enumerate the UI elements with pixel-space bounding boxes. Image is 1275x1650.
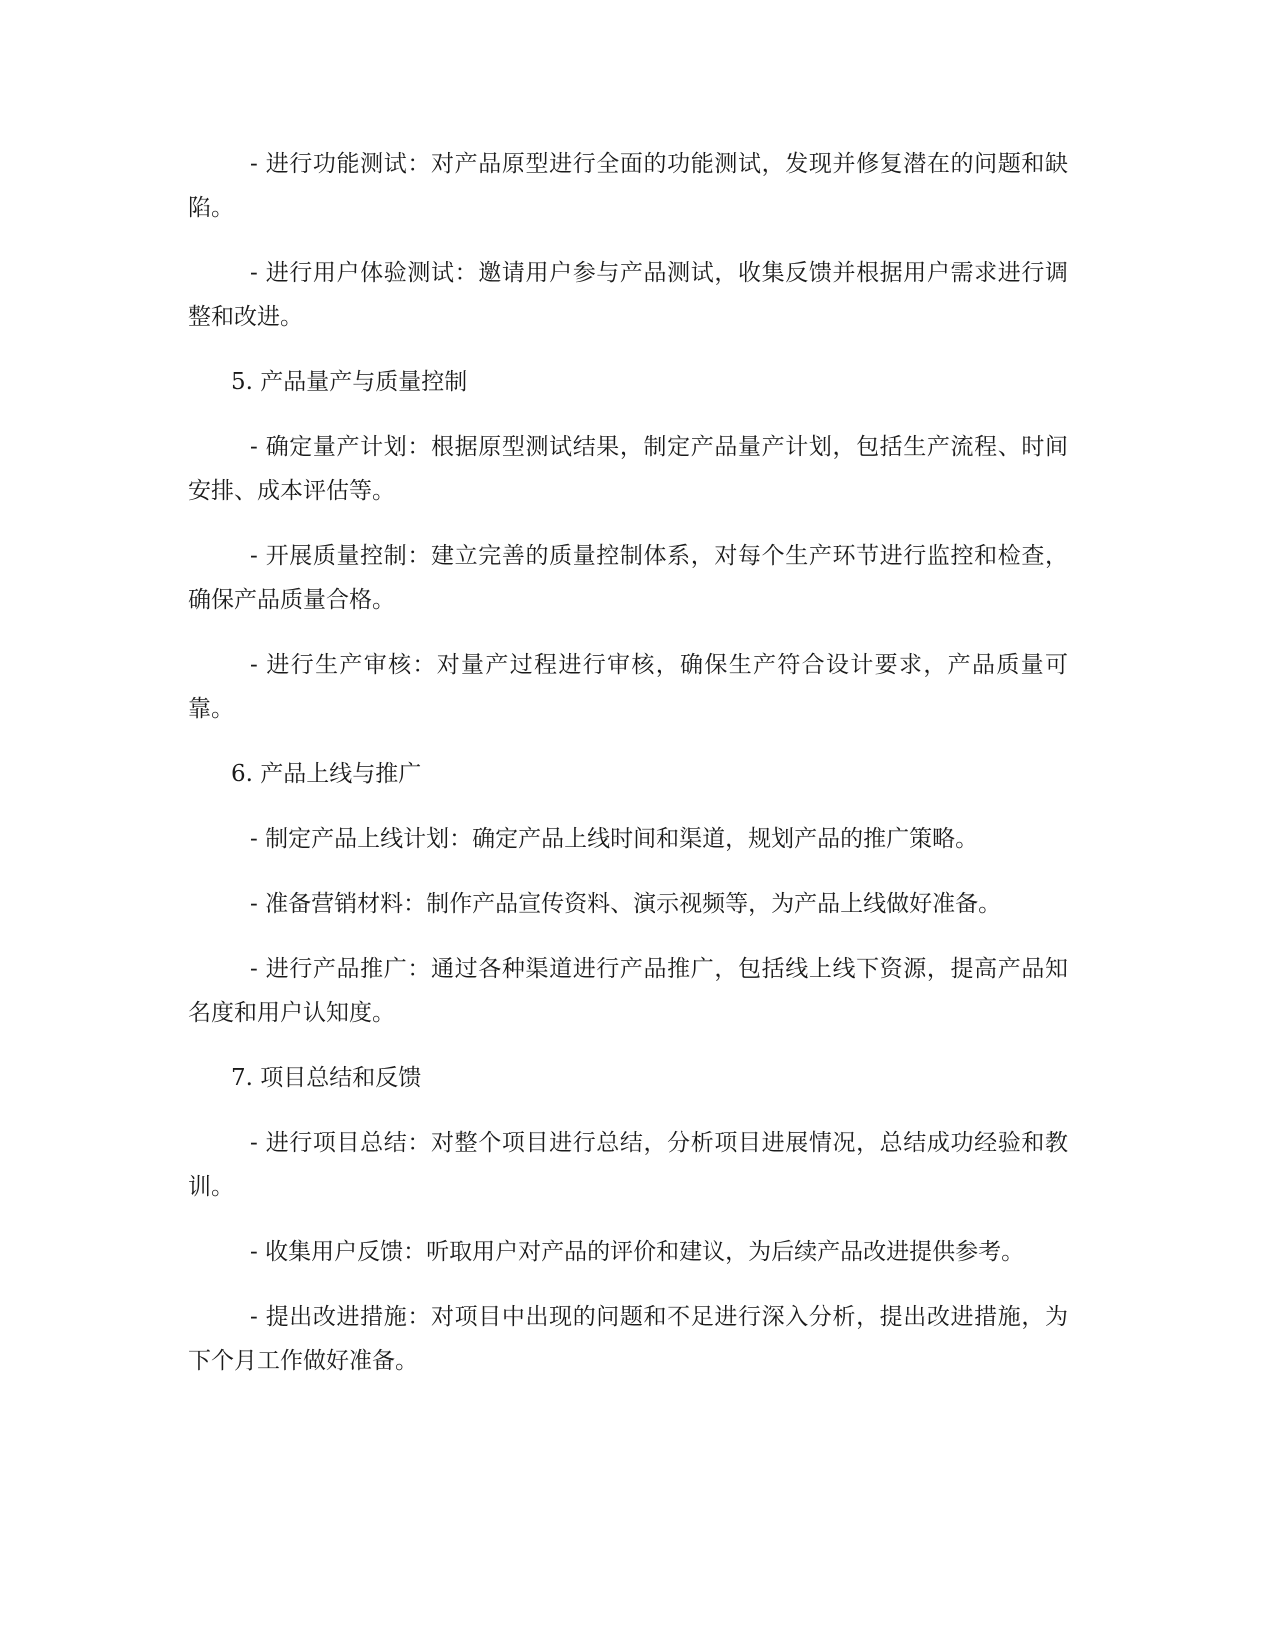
list-item-functional-testing: - 进行功能测试：对产品原型进行全面的功能测试，发现并修复潜在的问题和缺陷。 [188,151,1068,221]
list-item-production-plan: - 确定量产计划：根据原型测试结果，制定产品量产计划，包括生产流程、时间安排、成本评估等。 [188,434,1068,504]
list-item-user-feedback: - 收集用户反馈：听取用户对产品的评价和建议，为后续产品改进提供参考。 [250,1239,1025,1265]
section-heading-project-summary: 7. 项目总结和反馈 [231,1065,422,1091]
list-item-product-promotion: - 进行产品推广：通过各种渠道进行产品推广，包括线上线下资源，提高产品知名度和用户认知度。 [188,956,1068,1026]
list-item-quality-control: - 开展质量控制：建立完善的质量控制体系，对每个生产环节进行监控和检查，确保产品质量合格。 [188,543,1068,613]
list-item-improvement-measures: - 提出改进措施：对项目中出现的问题和不足进行深入分析，提出改进措施，为下个月工作做好准备。 [188,1304,1068,1374]
list-item-project-summary: - 进行项目总结：对整个项目进行总结，分析项目进展情况，总结成功经验和教训。 [188,1130,1068,1200]
document-body [188,142,1068,1404]
list-item-user-experience-testing: - 进行用户体验测试：邀请用户参与产品测试，收集反馈并根据用户需求进行调整和改进。 [188,260,1068,330]
list-item-production-audit: - 进行生产审核：对量产过程进行审核，确保生产符合设计要求，产品质量可靠。 [188,652,1068,722]
section-heading-launch-promotion: 6. 产品上线与推广 [231,761,422,787]
list-item-marketing-materials: - 准备营销材料：制作产品宣传资料、演示视频等，为产品上线做好准备。 [250,891,1002,917]
list-item-launch-plan: - 制定产品上线计划：确定产品上线时间和渠道，规划产品的推广策略。 [250,826,979,852]
section-heading-mass-production: 5. 产品量产与质量控制 [231,369,468,395]
